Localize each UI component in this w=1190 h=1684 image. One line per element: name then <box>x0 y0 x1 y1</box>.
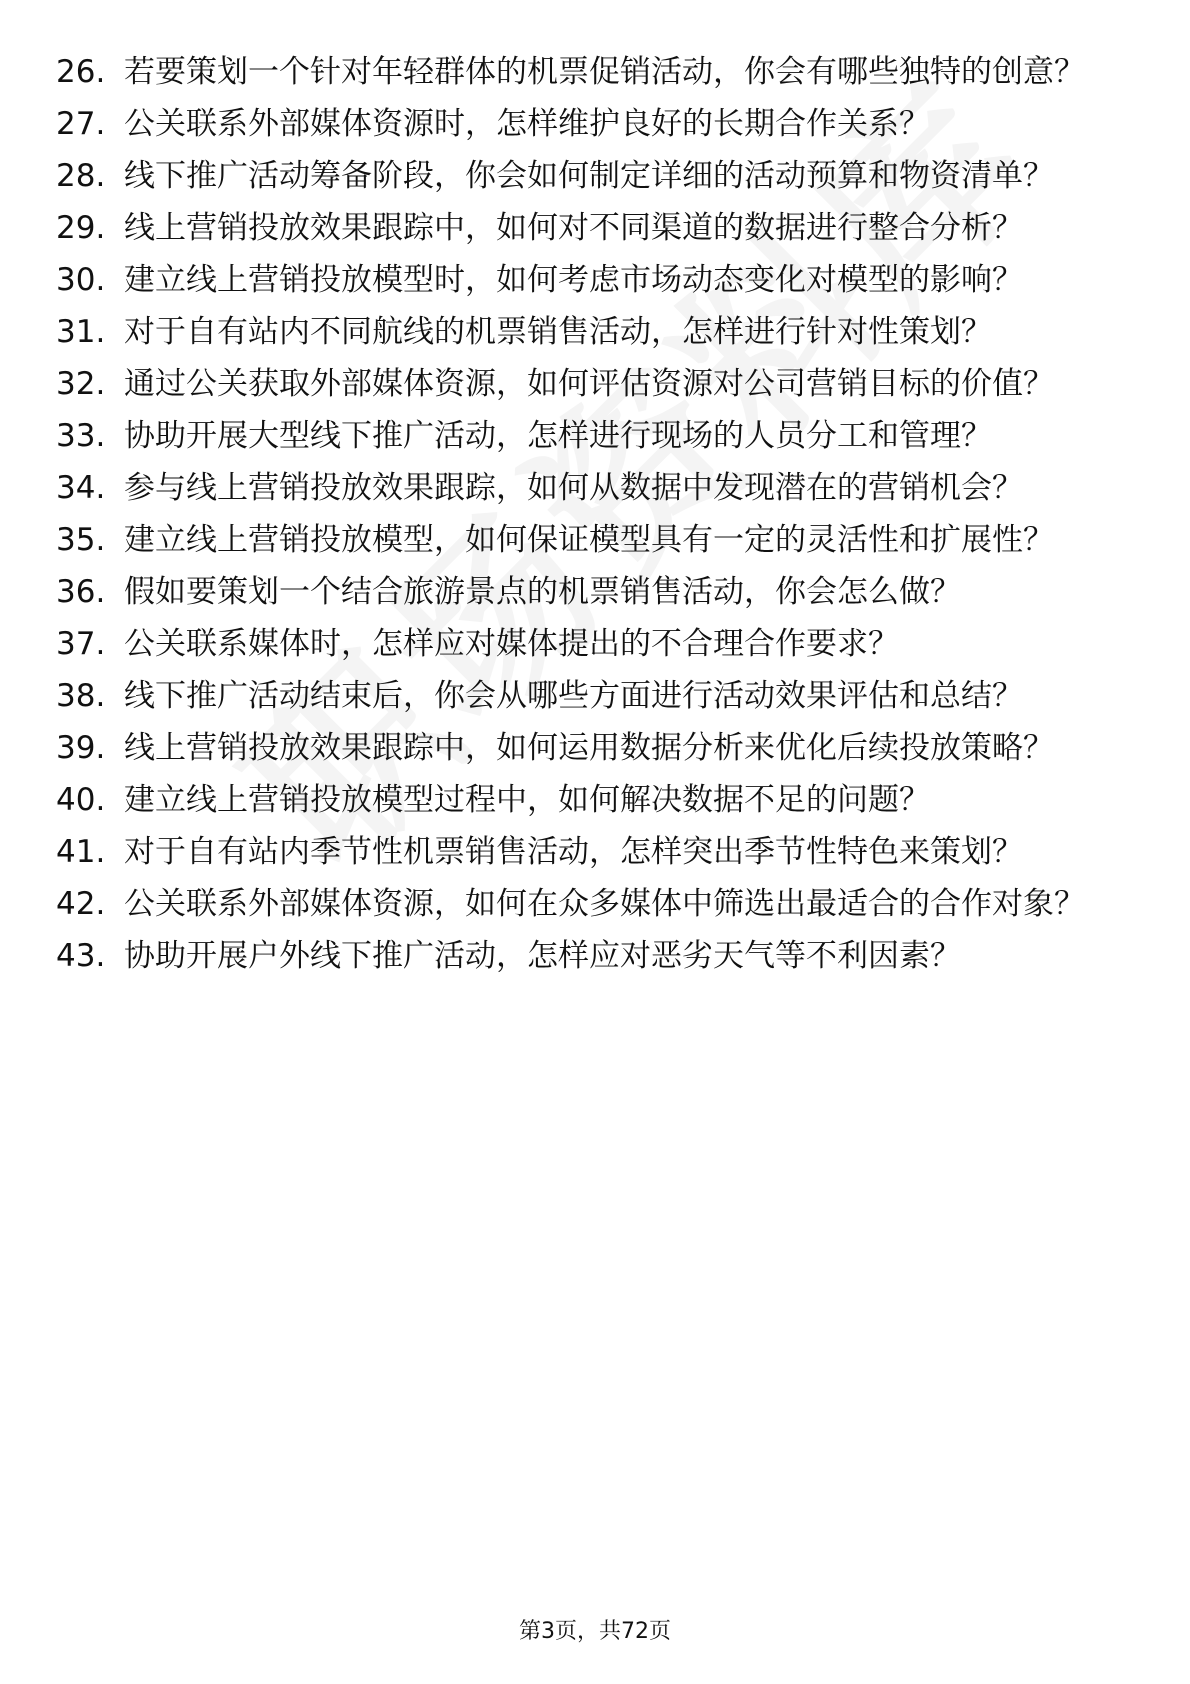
question-number: 31. <box>56 314 106 350</box>
question-text: 参与线上营销投放效果跟踪，如何从数据中发现潜在的营销机会？ <box>124 470 1023 506</box>
question-text: 对于自有站内季节性机票销售活动，怎样突出季节性特色来策划？ <box>124 834 1023 870</box>
question-item <box>56 208 1136 248</box>
question-number: 27. <box>56 106 106 142</box>
question-number: 26. <box>56 54 106 90</box>
question-number: 43. <box>56 938 106 974</box>
question-number: 40. <box>56 782 106 818</box>
question-item <box>56 780 1136 820</box>
question-item <box>56 676 1136 716</box>
question-item <box>56 884 1136 924</box>
question-number: 42. <box>56 886 106 922</box>
question-text: 若要策划一个针对年轻群体的机票促销活动，你会有哪些独特的创意？ <box>124 54 1085 90</box>
question-item <box>56 936 1136 976</box>
question-number: 39. <box>56 730 106 766</box>
question-item <box>56 52 1136 92</box>
question-number: 29. <box>56 210 106 246</box>
question-number: 38. <box>56 678 106 714</box>
question-text: 假如要策划一个结合旅游景点的机票销售活动，你会怎么做？ <box>124 574 961 610</box>
question-number: 37. <box>56 626 106 662</box>
question-item <box>56 156 1136 196</box>
page-footer: 第3页，共72页 <box>519 1619 671 1644</box>
question-item <box>56 468 1136 508</box>
question-number: 34. <box>56 470 106 506</box>
question-text: 协助开展大型线下推广活动，怎样进行现场的人员分工和管理？ <box>124 418 992 454</box>
question-list <box>56 52 1136 988</box>
question-text: 线下推广活动筹备阶段，你会如何制定详细的活动预算和物资清单？ <box>124 158 1054 194</box>
question-item <box>56 728 1136 768</box>
question-text: 建立线上营销投放模型过程中，如何解决数据不足的问题？ <box>124 782 930 818</box>
question-item <box>56 832 1136 872</box>
question-number: 35. <box>56 522 106 558</box>
question-number: 33. <box>56 418 106 454</box>
question-text: 协助开展户外线下推广活动，怎样应对恶劣天气等不利因素？ <box>124 938 961 974</box>
question-item <box>56 260 1136 300</box>
question-text: 公关联系外部媒体资源时，怎样维护良好的长期合作关系？ <box>124 106 930 142</box>
question-text: 建立线上营销投放模型，如何保证模型具有一定的灵活性和扩展性？ <box>124 522 1054 558</box>
question-text: 对于自有站内不同航线的机票销售活动，怎样进行针对性策划？ <box>124 314 992 350</box>
question-text: 线下推广活动结束后，你会从哪些方面进行活动效果评估和总结？ <box>124 678 1023 714</box>
question-number: 30. <box>56 262 106 298</box>
question-item <box>56 520 1136 560</box>
question-item <box>56 312 1136 352</box>
question-text: 线上营销投放效果跟踪中，如何运用数据分析来优化后续投放策略？ <box>124 730 1054 766</box>
question-number: 32. <box>56 366 106 402</box>
question-text: 通过公关获取外部媒体资源，如何评估资源对公司营销目标的价值？ <box>124 366 1054 402</box>
question-item <box>56 364 1136 404</box>
question-text: 建立线上营销投放模型时，如何考虑市场动态变化对模型的影响？ <box>124 262 1023 298</box>
question-item <box>56 624 1136 664</box>
question-item <box>56 104 1136 144</box>
question-number: 36. <box>56 574 106 610</box>
question-text: 线上营销投放效果跟踪中，如何对不同渠道的数据进行整合分析？ <box>124 210 1023 246</box>
question-item <box>56 416 1136 456</box>
question-item <box>56 572 1136 612</box>
question-number: 41. <box>56 834 106 870</box>
question-number: 28. <box>56 158 106 194</box>
question-text: 公关联系媒体时，怎样应对媒体提出的不合理合作要求？ <box>124 626 899 662</box>
question-text: 公关联系外部媒体资源，如何在众多媒体中筛选出最适合的合作对象？ <box>124 886 1085 922</box>
